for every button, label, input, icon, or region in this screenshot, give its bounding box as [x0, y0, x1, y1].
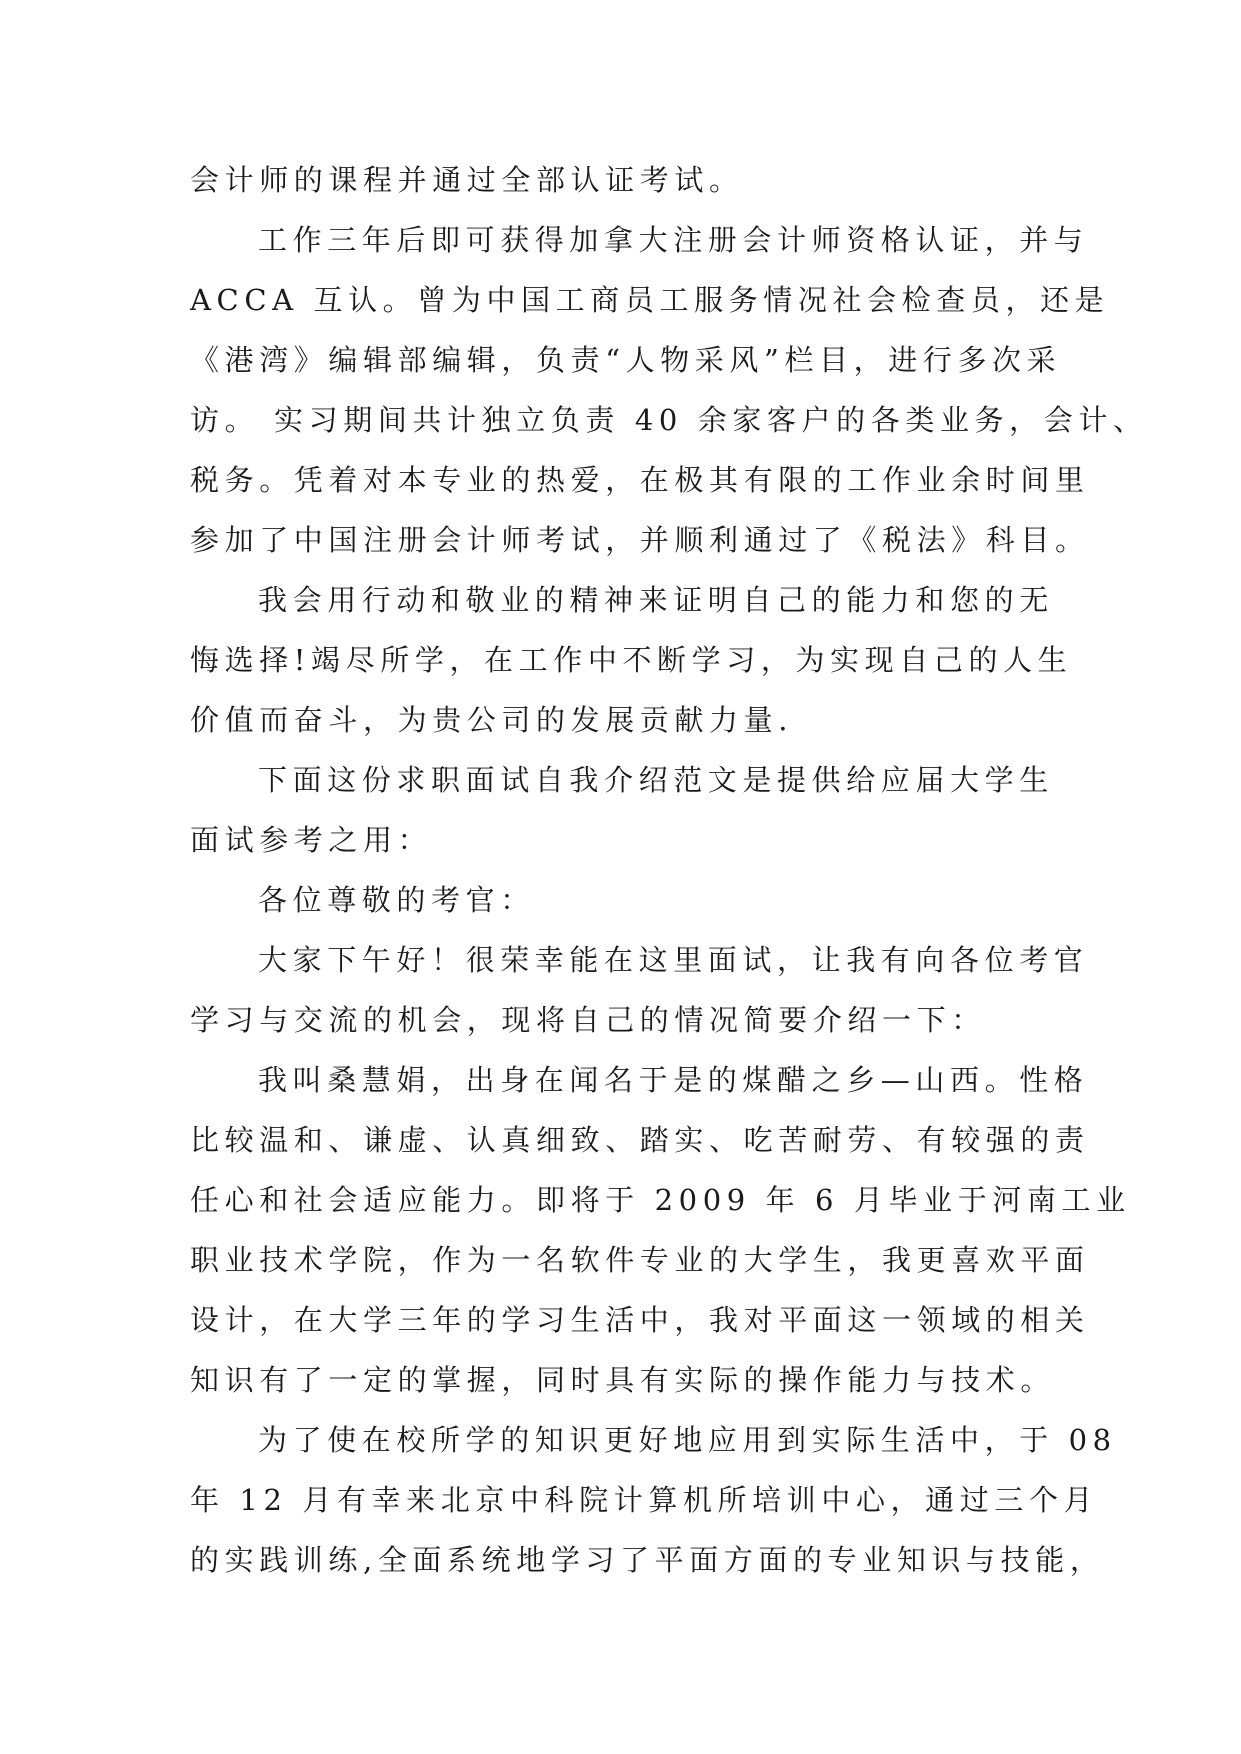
text-line: 职业技术学院，作为一名软件专业的大学生，我更喜欢平面 — [190, 1243, 1090, 1277]
text-line: 任心和社会适应能力。即将于 2009 年 6 月毕业于河南工业 — [190, 1183, 1131, 1217]
text-line: 我叫桑慧娟，出身在闻名于是的煤醋之乡—山西。性格 — [258, 1063, 1089, 1097]
text-line: 我会用行动和敬业的精神来证明自己的能力和您的无 — [258, 583, 1054, 617]
text-line: 悔选择!竭尽所学，在工作中不断学习，为实现自己的人生 — [190, 643, 1073, 677]
text-line: 大家下午好！很荣幸能在这里面试，让我有向各位考官 — [258, 943, 1089, 977]
text-line: ACCA 互认。曾为中国工商员工服务情况社会检查员，还是 — [190, 283, 1110, 317]
text-line: 的实践训练,全面系统地学习了平面方面的专业知识与技能， — [190, 1543, 1105, 1577]
text-line: 面试参考之用： — [190, 823, 433, 857]
text-line: 比较温和、谦虚、认真细致、踏实、吃苦耐劳、有较强的责 — [190, 1123, 1090, 1157]
document-body — [190, 150, 1148, 1590]
text-line: 访。 实习期间共计独立负责 40 余家客户的各类业务，会计、 — [190, 403, 1148, 437]
text-line: 工作三年后即可获得加拿大注册会计师资格认证，并与 — [258, 223, 1089, 257]
text-line: 价值而奋斗，为贵公司的发展贡献力量. — [190, 703, 794, 737]
text-line: 会计师的课程并通过全部认证考试。 — [190, 163, 744, 197]
text-line: 参加了中国注册会计师考试，并顺利通过了《税法》科目。 — [190, 523, 1090, 557]
text-line: 下面这份求职面试自我介绍范文是提供给应届大学生 — [258, 763, 1054, 797]
text-line: 税务。凭着对本专业的热爱，在极其有限的工作业余时间里 — [190, 463, 1090, 497]
text-line: 设计，在大学三年的学习生活中，我对平面这一领域的相关 — [190, 1303, 1090, 1337]
text-line: 为了使在校所学的知识更好地应用到实际生活中，于 08 — [258, 1423, 1117, 1457]
text-line: 年 12 月有幸来北京中科院计算机所培训中心，通过三个月 — [190, 1483, 1099, 1517]
text-line: 知识有了一定的掌握，同时具有实际的操作能力与技术。 — [190, 1363, 1056, 1397]
text-line: 各位尊敬的考官： — [258, 883, 535, 917]
text-line: 学习与交流的机会，现将自己的情况简要介绍一下： — [190, 1003, 986, 1037]
text-line: 《港湾》编辑部编辑，负责“人物采风”栏目，进行多次采 — [190, 343, 1062, 377]
